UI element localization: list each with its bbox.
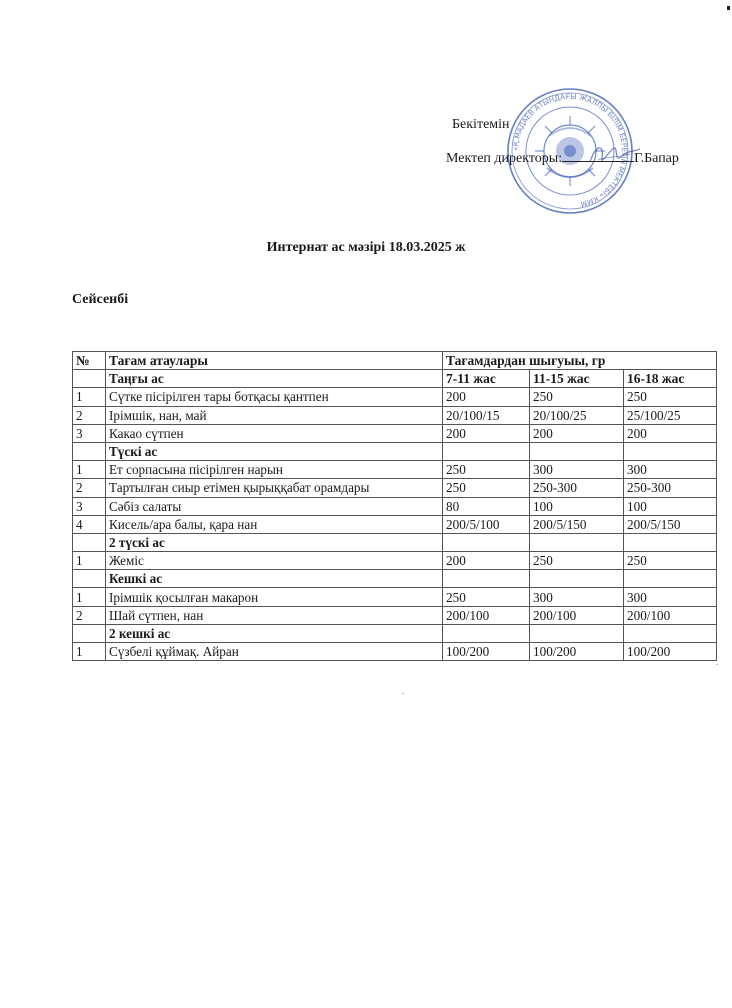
row-number: 1: [73, 588, 106, 606]
portion-age-16-18: [624, 533, 717, 551]
portion-age-11-15: 250: [530, 552, 624, 570]
portion-age-7-11: 7-11 жас: [443, 370, 530, 388]
table-row: [73, 588, 717, 606]
portion-age-11-15: 11-15 жас: [530, 370, 624, 388]
portion-age-7-11: 250: [443, 461, 530, 479]
dish-name: Ет сорпасына пісірілген нарын: [106, 461, 443, 479]
row-number: 1: [73, 461, 106, 479]
portion-age-7-11: 200: [443, 552, 530, 570]
row-number: 1: [73, 643, 106, 661]
dish-name: Сәбіз салаты: [106, 497, 443, 515]
row-number: [73, 370, 106, 388]
portion-age-16-18: 250: [624, 552, 717, 570]
portion-age-7-11: 20/100/15: [443, 406, 530, 424]
table-row: [73, 388, 717, 406]
svg-text:«Қ.МАДАЕВ АТЫНДАҒЫ ЖАЛПЫ БІЛІМ: «Қ.МАДАЕВ АТЫНДАҒЫ ЖАЛПЫ БІЛІМ БЕРЕТІН МЕКТЕБІ» КММ: [510, 91, 630, 209]
table-row: [73, 461, 717, 479]
portion-age-7-11: 100/200: [443, 643, 530, 661]
dish-name: Ірімшік қосылған макарон: [106, 588, 443, 606]
portion-age-16-18: 25/100/25: [624, 406, 717, 424]
portion-age-16-18: 200/100: [624, 606, 717, 624]
row-number: 2: [73, 606, 106, 624]
meal-section-row: [73, 533, 717, 551]
portion-age-11-15: 250-300: [530, 479, 624, 497]
scan-speck: [716, 664, 718, 665]
meal-name: Түскі ас: [106, 442, 443, 460]
meal-section-row: [73, 370, 717, 388]
portion-age-11-15: 200: [530, 424, 624, 442]
row-number: [73, 570, 106, 588]
portion-age-16-18: 200: [624, 424, 717, 442]
portion-age-11-15: [530, 533, 624, 551]
scan-corner-mark: [727, 6, 730, 10]
meal-section-row: [73, 624, 717, 642]
portion-age-7-11: [443, 533, 530, 551]
portion-age-7-11: [443, 570, 530, 588]
portion-age-11-15: 200/5/150: [530, 515, 624, 533]
portion-age-16-18: 16-18 жас: [624, 370, 717, 388]
table-row: [73, 606, 717, 624]
table-row: [73, 424, 717, 442]
scan-speck: [402, 693, 404, 694]
portion-age-11-15: 20/100/25: [530, 406, 624, 424]
portion-age-7-11: 200/5/100: [443, 515, 530, 533]
portion-age-11-15: 200/100: [530, 606, 624, 624]
table-row: [73, 643, 717, 661]
director-title: Мектеп директоры:: [446, 151, 563, 166]
day-of-week: Сейсенбі: [72, 292, 129, 307]
meal-name: Таңғы ас: [106, 370, 443, 388]
row-number: [73, 442, 106, 460]
portion-age-16-18: 100/200: [624, 643, 717, 661]
portion-age-7-11: 200: [443, 388, 530, 406]
portion-age-7-11: [443, 624, 530, 642]
portion-age-16-18: 250: [624, 388, 717, 406]
portion-age-16-18: 300: [624, 588, 717, 606]
row-number: [73, 533, 106, 551]
portion-age-11-15: 250: [530, 388, 624, 406]
portion-age-16-18: [624, 624, 717, 642]
row-number: 1: [73, 552, 106, 570]
row-number: [73, 624, 106, 642]
portion-age-7-11: 80: [443, 497, 530, 515]
portion-age-7-11: 200/100: [443, 606, 530, 624]
dish-name: Жеміс: [106, 552, 443, 570]
portion-age-11-15: 300: [530, 588, 624, 606]
portion-age-16-18: 200/5/150: [624, 515, 717, 533]
table-row: [73, 515, 717, 533]
portion-age-11-15: [530, 624, 624, 642]
header-number: №: [73, 352, 106, 370]
table-header-row: [73, 352, 717, 370]
table-row: [73, 552, 717, 570]
portion-age-11-15: 100/200: [530, 643, 624, 661]
portion-age-16-18: 100: [624, 497, 717, 515]
portion-age-11-15: [530, 442, 624, 460]
menu-title: Интернат ас мәзірі 18.03.2025 ж: [266, 240, 466, 255]
portion-age-16-18: 300: [624, 461, 717, 479]
portion-age-11-15: 300: [530, 461, 624, 479]
table-row: [73, 497, 717, 515]
portion-age-7-11: [443, 442, 530, 460]
row-number: 4: [73, 515, 106, 533]
signature-icon: [584, 140, 644, 170]
dish-name: Кисель/ара балы, қара нан: [106, 515, 443, 533]
meal-name: 2 кешкі ас: [106, 624, 443, 642]
header-dish-names: Тағам атаулары: [106, 352, 443, 370]
meal-section-row: [73, 442, 717, 460]
portion-age-7-11: 250: [443, 588, 530, 606]
dish-name: Сүзбелі құймақ. Айран: [106, 643, 443, 661]
portion-age-16-18: [624, 570, 717, 588]
portion-age-7-11: 250: [443, 479, 530, 497]
dish-name: Какао сүтпен: [106, 424, 443, 442]
portion-age-7-11: 200: [443, 424, 530, 442]
portion-age-11-15: [530, 570, 624, 588]
table-row: [73, 406, 717, 424]
meal-name: Кешкі ас: [106, 570, 443, 588]
dish-name: Шай сүтпен, нан: [106, 606, 443, 624]
approval-label: Бекітемін: [452, 117, 510, 132]
menu-table: [72, 351, 717, 661]
portion-age-16-18: 250-300: [624, 479, 717, 497]
table-row: [73, 479, 717, 497]
row-number: 3: [73, 497, 106, 515]
meal-section-row: [73, 570, 717, 588]
dish-name: Сүтке пісірілген тары ботқасы қантпен: [106, 388, 443, 406]
header-output: Тағамдардан шығуыы, гр: [443, 352, 717, 370]
portion-age-16-18: [624, 442, 717, 460]
row-number: 2: [73, 479, 106, 497]
row-number: 1: [73, 388, 106, 406]
row-number: 3: [73, 424, 106, 442]
dish-name: Тартылған сиыр етімен қырыққабат орамдары: [106, 479, 443, 497]
dish-name: Ірімшік, нан, май: [106, 406, 443, 424]
portion-age-11-15: 100: [530, 497, 624, 515]
director-name: Г.Бапар: [634, 151, 679, 166]
meal-name: 2 түскі ас: [106, 533, 443, 551]
row-number: 2: [73, 406, 106, 424]
